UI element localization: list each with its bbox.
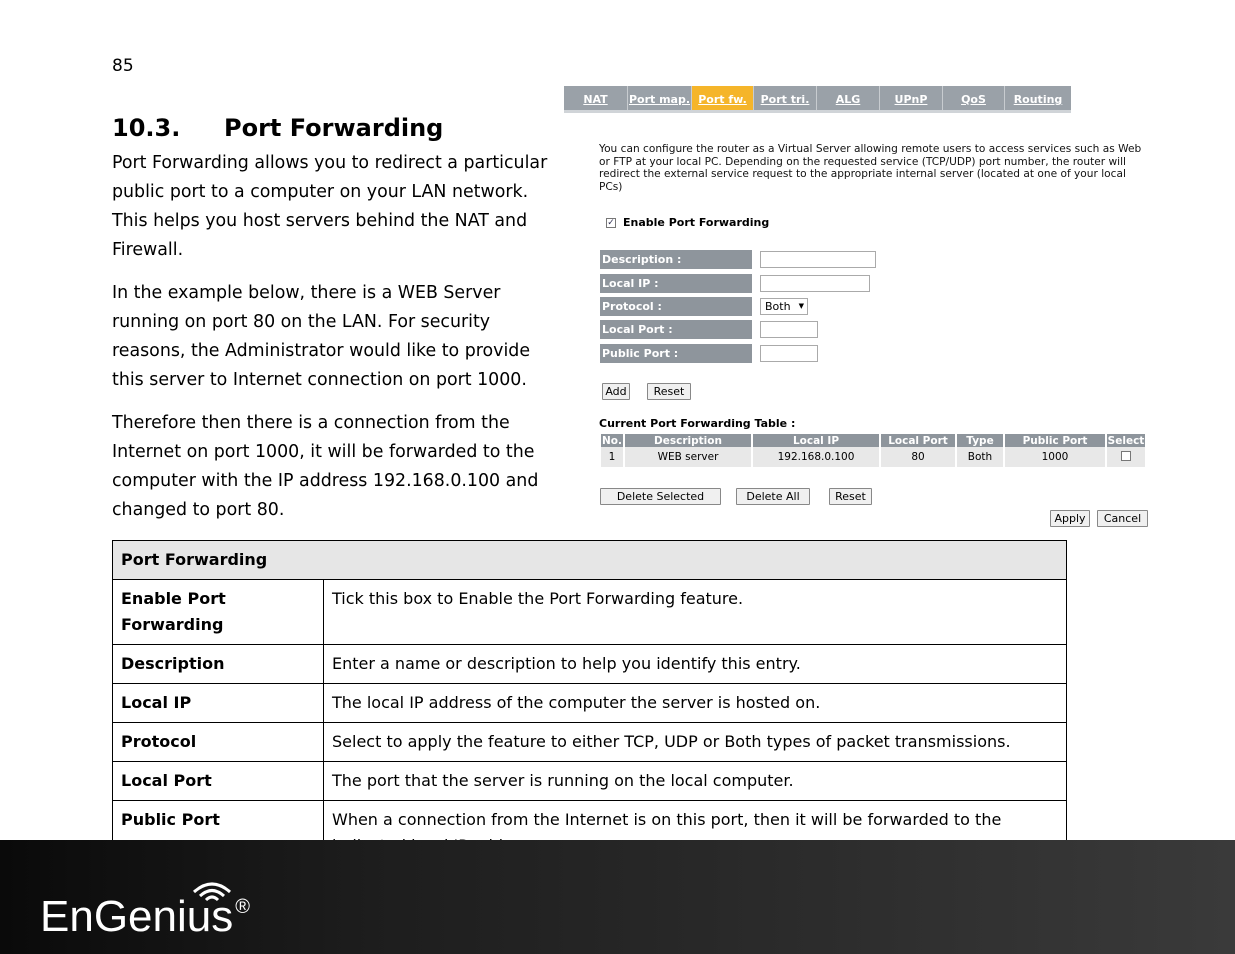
table-header: Port Forwarding (113, 541, 1067, 580)
table-row (113, 684, 1067, 723)
col-description: Description (625, 434, 751, 447)
col-type: Type (957, 434, 1003, 447)
local-ip-label: Local IP : (600, 274, 752, 293)
col-local-port: Local Port (881, 434, 955, 447)
enable-port-forwarding-label: Enable Port Forwarding (623, 216, 770, 229)
router-tab-bar (564, 86, 1071, 113)
row-key: Enable Port Forwarding (113, 580, 324, 645)
section-number: 10.3. (112, 114, 181, 142)
delete-all-button[interactable]: Delete All (736, 488, 810, 505)
description-row (600, 250, 876, 269)
apply-button[interactable]: Apply (1050, 510, 1090, 527)
row-value: Select to apply the feature to either TCP, UDP or Both types of packet transmissions. (324, 723, 1067, 762)
page-footer (0, 840, 1235, 954)
row-select-checkbox[interactable] (1121, 451, 1131, 461)
dropdown-arrow-icon: ▼ (798, 302, 804, 310)
tab-upnp[interactable]: UPnP (880, 86, 943, 110)
row-key: Protocol (113, 723, 324, 762)
public-port-label: Public Port : (600, 344, 752, 363)
description-input[interactable] (760, 251, 876, 268)
reset-table-button[interactable]: Reset (829, 488, 872, 505)
intro-paragraph: Port Forwarding allows you to redirect a particular public port to a computer on your LAN network. This helps you host servers behind the NAT and Firewall. (112, 153, 548, 260)
local-port-label: Local Port : (600, 320, 752, 339)
row-key: Public Port (113, 801, 324, 866)
public-port-row (600, 344, 818, 363)
tab-port-fw[interactable]: Port fw. (692, 86, 754, 110)
row-value: The port that the server is running on the local computer. (324, 762, 1067, 801)
forwarding-paragraph: Therefore then there is a connection from the Internet on port 1000, it will be forwarded to the computer with the IP address 192.168.0.100 and changed to port 80. (112, 413, 539, 520)
registered-mark: ® (235, 896, 250, 918)
local-port-row (600, 320, 818, 339)
protocol-select[interactable] (760, 298, 808, 315)
enable-port-forwarding-checkbox[interactable]: ✓ (607, 217, 615, 228)
router-screenshot (564, 86, 1154, 536)
row-key: Local IP (113, 684, 324, 723)
cancel-button[interactable]: Cancel (1097, 510, 1148, 527)
tab-alg[interactable]: ALG (817, 86, 880, 110)
local-port-input[interactable] (760, 321, 818, 338)
section-heading (112, 114, 443, 142)
add-button[interactable]: Add (602, 383, 630, 400)
table-title: Current Port Forwarding Table : (599, 417, 796, 430)
tab-port-tri[interactable]: Port tri. (754, 86, 817, 110)
tab-qos[interactable]: QoS (943, 86, 1005, 110)
description-label: Description : (600, 250, 752, 269)
protocol-value: Both (765, 300, 791, 313)
wifi-icon (190, 878, 234, 904)
table-row (113, 723, 1067, 762)
settings-description-table (112, 540, 1067, 866)
col-local-ip: Local IP (753, 434, 879, 447)
row-key: Local Port (113, 762, 324, 801)
page-number: 85 (112, 56, 134, 76)
col-no: No. (602, 434, 622, 447)
section-title: Port Forwarding (224, 114, 444, 142)
public-port-input[interactable] (760, 345, 818, 362)
row-value: Tick this box to Enable the Port Forwarding feature. (324, 580, 1067, 645)
local-ip-input[interactable] (760, 275, 870, 292)
cell-type: Both (957, 447, 1003, 467)
router-description: You can configure the router as a Virtual Server allowing remote users to access services such as Web or FTP at your local PC. Depending on the requested service (TCP/UDP) port number, the router will redirect the external service request to the appropriate internal server (located at one of your local PCs) (599, 143, 1142, 193)
table-header-row (601, 434, 1145, 447)
cell-no: 1 (601, 447, 623, 467)
table-header-row (113, 541, 1067, 580)
cell-public-port: 1000 (1005, 447, 1105, 467)
row-key: Description (113, 645, 324, 684)
table-row (113, 645, 1067, 684)
row-value: The local IP address of the computer the server is hosted on. (324, 684, 1067, 723)
col-public-port: Public Port (1005, 434, 1105, 447)
row-value: Enter a name or description to help you identify this entry. (324, 645, 1067, 684)
enable-port-forwarding-row (606, 216, 769, 229)
protocol-label: Protocol : (600, 297, 752, 316)
tab-routing[interactable]: Routing (1013, 93, 1063, 106)
protocol-row (600, 297, 808, 316)
example-paragraph: In the example below, there is a WEB Server running on port 80 on the LAN. For security reasons, the Administrator would like to provide this server to Internet connection on port 1000. (112, 283, 531, 390)
tab-nat[interactable]: NAT (564, 86, 628, 110)
cell-description: WEB server (625, 447, 751, 467)
table-row (601, 447, 1145, 467)
table-row (113, 762, 1067, 801)
reset-form-button[interactable]: Reset (647, 383, 691, 400)
tab-port-map[interactable]: Port map. (628, 86, 692, 110)
cell-select (1107, 447, 1145, 467)
row-value: When a connection from the Internet is on this port, then it will be forwarded to the (324, 801, 1067, 866)
table-row (113, 580, 1067, 645)
port-forwarding-table (599, 434, 1147, 467)
cell-local-ip: 192.168.0.100 (753, 447, 879, 467)
delete-selected-button[interactable]: Delete Selected (600, 488, 721, 505)
local-ip-row (600, 274, 870, 293)
col-select: Select (1107, 434, 1145, 447)
brand-logo (40, 892, 250, 942)
logo-text: EnGenius (40, 892, 234, 941)
cell-local-port: 80 (881, 447, 955, 467)
